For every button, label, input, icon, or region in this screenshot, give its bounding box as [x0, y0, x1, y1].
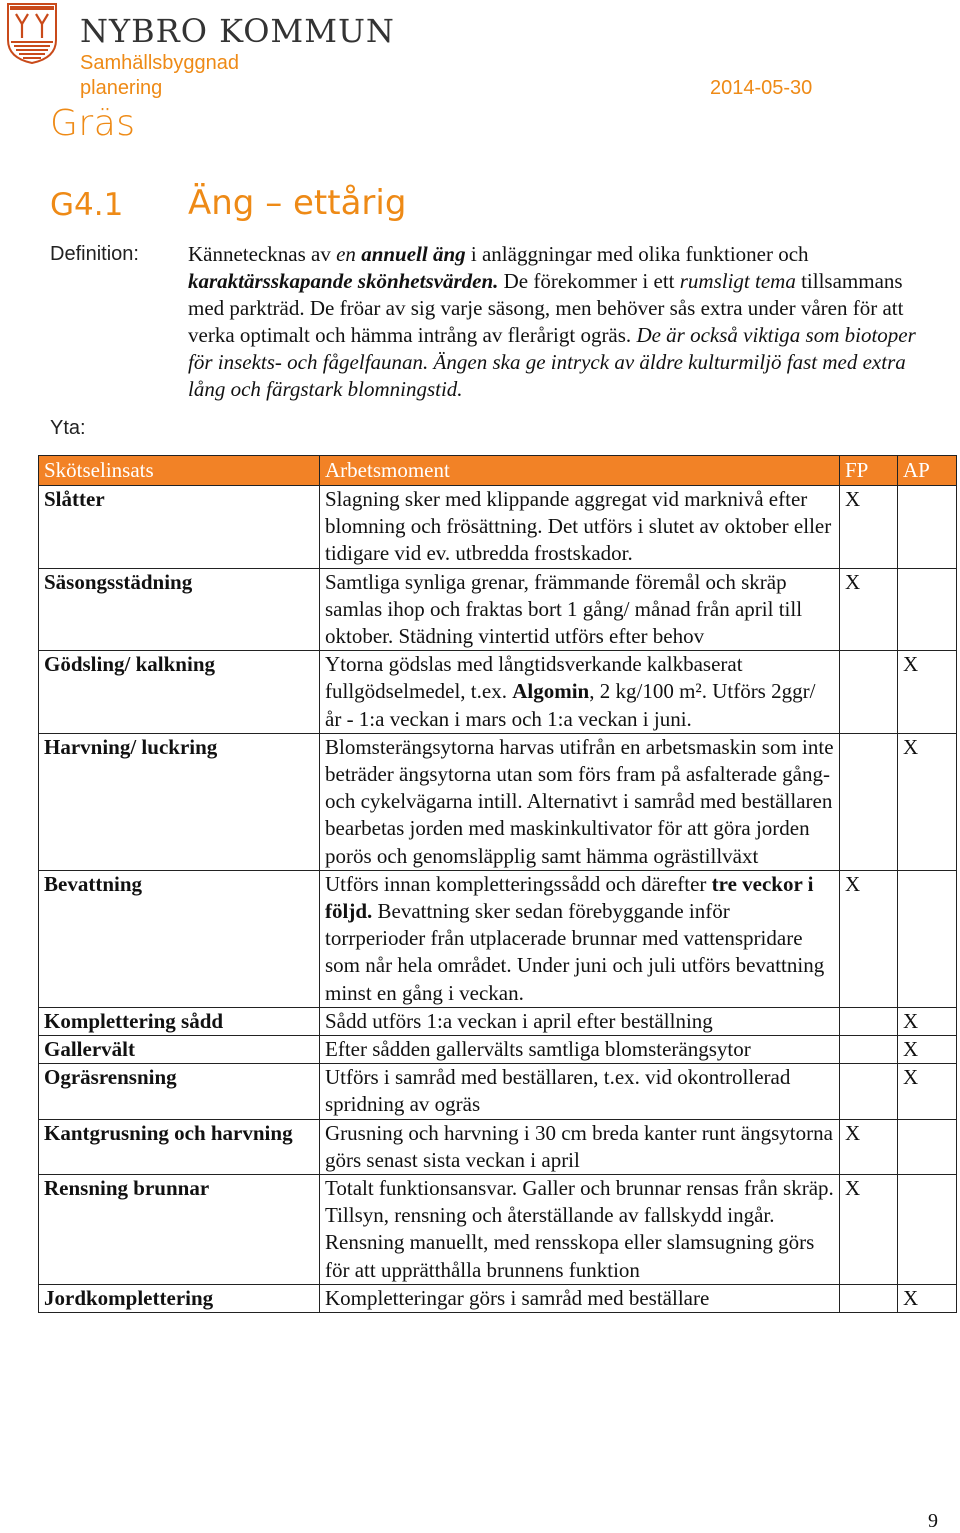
fp-mark: X	[840, 1175, 898, 1285]
fp-mark	[840, 733, 898, 870]
table-row	[39, 733, 957, 870]
header-ap: AP	[898, 456, 957, 486]
ap-mark	[898, 870, 957, 1007]
task-name: Slåtter	[39, 486, 320, 569]
section-heading: Gräs	[50, 103, 136, 144]
table-header-row	[39, 456, 957, 486]
ap-mark	[898, 568, 957, 651]
task-description: Totalt funktionsansvar. Galler och brunnar rensas från skräp. Tillsyn, rensning och återställande av fallskydd ingår. Rensning manuellt, med rensskopa eller slamsugning görs för att upprätthålla brunnens funktion	[320, 1175, 840, 1285]
task-name: Gödsling/ kalkning	[39, 651, 320, 734]
ap-mark: X	[898, 651, 957, 734]
header-fp: FP	[840, 456, 898, 486]
task-description: Utförs i samråd med beställaren, t.ex. vid okontrollerad spridning av ogräs	[320, 1064, 840, 1119]
task-description: Grusning och harvning i 30 cm breda kanter runt ängsytorna görs senast sista veckan i april	[320, 1119, 840, 1174]
document-date: 2014-05-30	[710, 77, 813, 99]
task-name: Säsongsstädning	[39, 568, 320, 651]
task-description: Ytorna gödslas med långtidsverkande kalkbaserat fullgödselmedel, t.ex. Algomin, 2 kg/100 m². Utförs 2ggr/ år - 1:a veckan i mars och 1:a veckan i juni.	[320, 651, 840, 734]
department-name: Samhällsbyggnad	[80, 52, 239, 74]
ap-mark: X	[898, 1007, 957, 1035]
header-task: Skötselinsats	[39, 456, 320, 486]
table-row	[39, 1064, 957, 1119]
ap-mark	[898, 1119, 957, 1174]
municipal-crest-icon	[6, 2, 58, 64]
maintenance-table	[38, 455, 957, 1313]
task-name: Kantgrusning och harvning	[39, 1119, 320, 1174]
task-description: Samtliga synliga grenar, främmande föremål och skräp samlas ihop och fraktas bort 1 gång/ månad från april till oktober. Städning vintertid utförs efter behov	[320, 568, 840, 651]
task-description: Efter sådden gallervälts samtliga blomsterängsytor	[320, 1036, 840, 1064]
item-code: G4.1	[50, 187, 124, 223]
table-row	[39, 1284, 957, 1312]
definition-label: Definition:	[50, 243, 139, 265]
table-row	[39, 1036, 957, 1064]
area-label: Yta:	[50, 417, 86, 439]
page-header	[0, 0, 960, 150]
table-row	[39, 651, 957, 734]
table-row	[39, 1007, 957, 1035]
task-description: Utförs innan kompletteringssådd och därefter tre veckor i följd. Bevattning sker sedan förebyggande inför torrperioder från utplacerade brunnar med vattenspridare som når hela området. Under juni och juli utförs bevattning minst en gång i veckan.	[320, 870, 840, 1007]
fp-mark	[840, 1036, 898, 1064]
fp-mark	[840, 1007, 898, 1035]
task-name: Jordkomplettering	[39, 1284, 320, 1312]
ap-mark	[898, 1175, 957, 1285]
fp-mark: X	[840, 568, 898, 651]
task-name: Harvning/ luckring	[39, 733, 320, 870]
ap-mark: X	[898, 1064, 957, 1119]
table-row	[39, 1175, 957, 1285]
fp-mark: X	[840, 870, 898, 1007]
fp-mark: X	[840, 486, 898, 569]
fp-mark	[840, 1284, 898, 1312]
ap-mark: X	[898, 733, 957, 870]
task-description: Sådd utförs 1:a veckan i april efter beställning	[320, 1007, 840, 1035]
ap-mark	[898, 486, 957, 569]
task-name: Bevattning	[39, 870, 320, 1007]
fp-mark	[840, 1064, 898, 1119]
table-row	[39, 1119, 957, 1174]
definition-text: Kännetecknas av en annuell äng i anläggningar med olika funktioner och karaktärsskapande skönhetsvärden. De förekommer i ett rumsligt tema tillsammans med parkträd. De fröar av sig varje säsong, men behöver sås extra under våren för att verka optimalt och hämma intrång av flerårigt ogräs. De är också viktiga som biotoper för insekts- och fågelfaunan. Ängen ska ge intryck av äldre kulturmiljö fast med extra lång och färgstark blomningstid.	[188, 242, 916, 401]
task-name: Ogräsrensning	[39, 1064, 320, 1119]
page-title: Äng – ettårig	[188, 183, 407, 223]
fp-mark	[840, 651, 898, 734]
department-name-line2: planering	[80, 77, 163, 99]
task-description: Kompletteringar görs i samråd med beställare	[320, 1284, 840, 1312]
table-row	[39, 486, 957, 569]
table-row	[39, 568, 957, 651]
ap-mark: X	[898, 1036, 957, 1064]
organization-name: NYBRO KOMMUN	[80, 12, 395, 50]
task-name: Gallervält	[39, 1036, 320, 1064]
ap-mark: X	[898, 1284, 957, 1312]
task-name: Komplettering sådd	[39, 1007, 320, 1035]
page-number: 9	[928, 1510, 938, 1532]
task-description: Slagning sker med klippande aggregat vid marknivå efter blomning och frösättning. Det utförs i slutet av oktober eller tidigare vid ev. utbredda frostskador.	[320, 486, 840, 569]
fp-mark: X	[840, 1119, 898, 1174]
task-name: Rensning brunnar	[39, 1175, 320, 1285]
task-description: Blomsterängsytorna harvas utifrån en arbetsmaskin som inte beträder ängsytorna utan som förs fram på asfalterade gång- och cykelvägarna intill. Alternativt i samråd med beställaren bearbetas jorden med maskinkultivator för att göra jorden porös och genomsläpplig samt hämma ogrästillväxt	[320, 733, 840, 870]
table-row	[39, 870, 957, 1007]
header-work: Arbetsmoment	[320, 456, 840, 486]
